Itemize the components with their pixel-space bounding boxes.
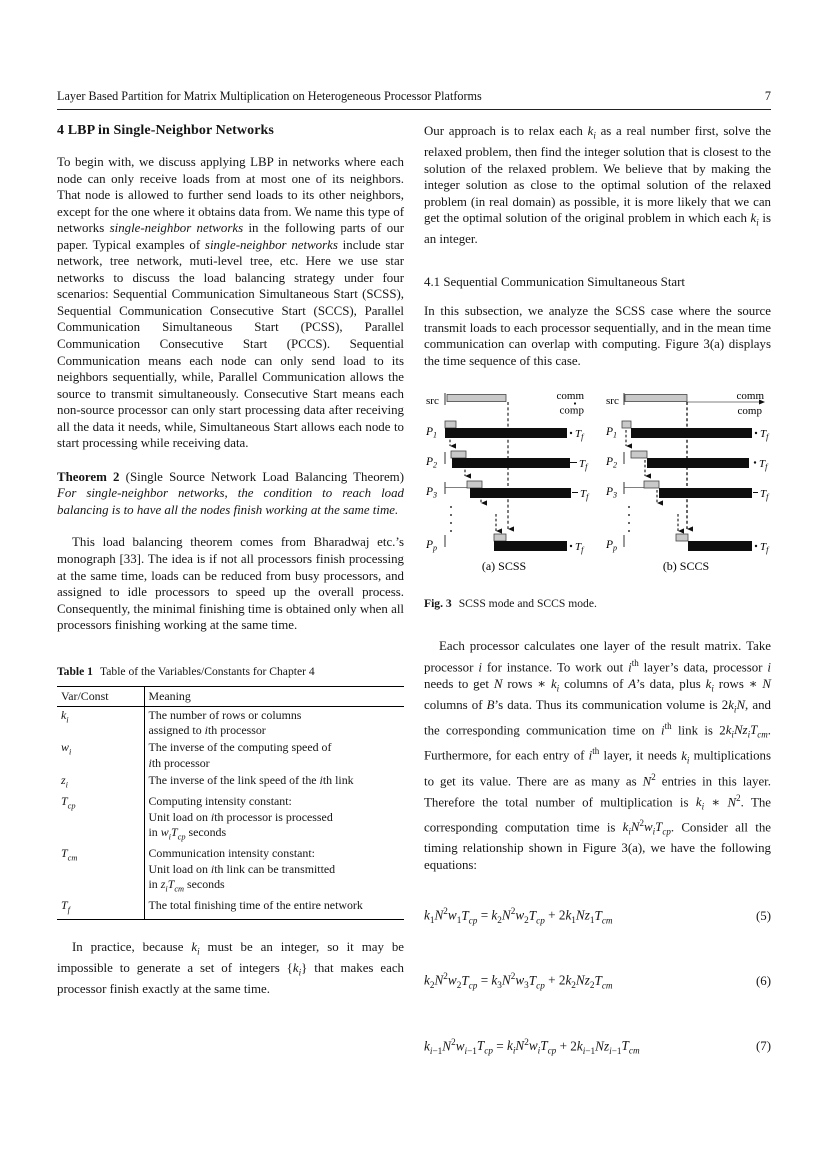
paragraph-in-practice: In practice, because $k_i$ must be an integer, so it may be impossible to generate a set of integers $\{k_i\}$ that makes each processor finish exactly at the same time. [57, 939, 404, 997]
table-row [57, 772, 404, 794]
tf-dot [755, 432, 757, 434]
processor-label-pp: $P_p$ [426, 539, 438, 553]
pp-comm-bar [676, 534, 688, 541]
p1-comp-bar [445, 428, 567, 438]
tf-label: $T_f$ [760, 488, 769, 502]
processor-label-p1: $P_1$ [426, 426, 438, 440]
processor-label-p2: $P_2$ [606, 456, 618, 470]
tf-label: $T_f$ [759, 458, 768, 472]
comp-label: comp [559, 404, 584, 417]
table-row [57, 706, 404, 739]
p2-comm-bar [451, 451, 466, 458]
processor-label-pp: $P_p$ [606, 539, 618, 553]
p1-comm-bar [622, 421, 631, 428]
p2-comm-bar [631, 451, 647, 458]
table-row [57, 845, 404, 897]
equation-7-number: (7) [755, 1038, 771, 1053]
var-cell: $T_{cm}$ [57, 845, 144, 897]
tf-label: $T_f$ [575, 541, 584, 555]
panel-b-caption: (b) SCCS [662, 559, 710, 574]
comm-label: comm [556, 390, 584, 403]
p3-comm-bar [467, 481, 482, 488]
src-label: src [606, 395, 619, 408]
processor-label-p3: $P_3$ [606, 486, 618, 500]
figure-3 [424, 388, 771, 610]
theorem-2: Theorem 2 (Single Source Network Load Balancing Theorem) For single-neighbor networks, the condition to reach load balancing is to have all the nodes finish working at the same time. [57, 469, 404, 517]
subsection-heading: 4.1 Sequential Communication Simultaneous Start [424, 274, 686, 289]
figure-3-diagram [424, 388, 794, 585]
col-header-var: Var/Const [57, 686, 144, 706]
var-cell: $T_{cp}$ [57, 793, 144, 845]
p2-comp-bar [452, 458, 570, 468]
figure-3-caption-text: SCSS mode and SCCS mode. [458, 597, 597, 611]
src-comm-bar [625, 395, 687, 402]
equation-6-number: (6) [755, 973, 771, 988]
src-label: src [426, 395, 439, 408]
panel-sccs [605, 390, 770, 573]
left-column [57, 121, 404, 998]
comm-label: comm [736, 390, 764, 403]
page-number: 7 [764, 89, 771, 103]
p2-comp-bar [647, 458, 749, 468]
equation-5 [424, 906, 771, 925]
meaning-cell: The inverse of the link speed of the ith link [148, 772, 354, 787]
table-1-caption-label: Table 1 [57, 664, 93, 678]
paragraph-layer-computation: Each processor calculates one layer of the result matrix. Take processor i for instance. To work out $i^{th}$ layer’s data, processor i needs to get N rows ∗ $k_i$ columns of A’s data, plus $k_i$ rows ∗ N columns of B’s data. Thus its communication volume is $2k_iN$, and the corresponding communication time on $i^{th}$ link is $2k_iNz_iT_{cm}$. Furthermore, for each entry of $i^{th}$ layer, it needs $k_i$ multiplications to get its value. There are as many as $N^2$ entries in this layer. Therefore the total number of multiplication is $k_i$ ∗ $N^2$. The corresponding computation time is $k_iN^2w_iT_{cp}$. Consider all the timing relationship shown in Figure 3(a), we have the following equations: [424, 639, 772, 872]
meaning-cell: The inverse of the computing speed of ith processor [148, 740, 332, 770]
pp-comp-bar [494, 541, 567, 551]
equation-7-body: $k_{i-1}N^2w_{i-1}T_{cp} = k_iN^2w_iT_{cp} + 2k_{i-1}Nz_{i-1}T_{cm}$ [424, 1036, 640, 1056]
tf-dot [754, 461, 756, 463]
right-column [424, 121, 771, 1056]
figure-3-caption-label: Fig. 3 [424, 597, 452, 611]
var-cell: $z_i$ [57, 772, 144, 794]
table-row [57, 897, 404, 919]
var-cell: $T_f$ [57, 897, 144, 919]
running-head-title: Layer Based Partition for Matrix Multiplication on Heterogeneous Processor Platforms [57, 89, 482, 103]
src-comm-bar [447, 395, 506, 402]
equation-6 [424, 971, 771, 990]
table-1-caption [57, 665, 404, 678]
running-head [57, 89, 771, 110]
p3-comm-bar [644, 481, 659, 488]
comp-label: comp [737, 405, 762, 418]
var-cell: $w_i$ [57, 739, 144, 771]
pp-comm-bar [494, 534, 506, 541]
p3-comp-bar [470, 488, 571, 498]
equation-6-body: $k_2N^2w_2T_{cp} = k_3N^2w_3T_{cp} + 2k_2Nz_2T_{cm}$ [424, 971, 613, 991]
tf-dot [755, 545, 757, 547]
tf-dot [570, 545, 572, 547]
processor-label-p3: $P_3$ [426, 486, 438, 500]
p3-comp-bar [659, 488, 752, 498]
col-header-meaning: Meaning [144, 686, 404, 706]
tf-label: $T_f$ [760, 541, 769, 555]
meaning-cell: The total finishing time of the entire network [148, 898, 363, 913]
table-header-row [57, 686, 404, 706]
table-row [57, 739, 404, 771]
pp-comp-bar [688, 541, 752, 551]
tf-dot [570, 432, 572, 434]
processor-label-p1: $P_1$ [606, 426, 618, 440]
tf-label: $T_f$ [579, 458, 588, 472]
ellipsis-dots [450, 506, 452, 532]
table-1 [57, 665, 404, 920]
panel-a-caption: (a) SCSS [481, 559, 527, 574]
variables-table [57, 686, 404, 920]
page-header [57, 89, 771, 110]
var-cell: $k_i$ [57, 706, 144, 739]
equation-5-body: $k_1N^2w_1T_{cp} = k_2N^2w_2T_{cp} + 2k_1Nz_1T_{cm}$ [424, 906, 613, 926]
meaning-cell: Computing intensity constant: Unit load on ith processor is processed in $w_iT_{cp}$ seconds [148, 794, 333, 842]
tf-label: $T_f$ [575, 428, 584, 442]
paragraph-approach: Our approach is to relax each $k_i$ as a real number first, solve the relaxed problem, then find the integer solution that is closest to the solution of the relaxed problem. We believe that by making the integer solution as close to the optimal solution of the relaxed problem (in real domain) as possible, it is more likely that we can get the optimal solution of the original problem in which each $k_i$ is an integer. [424, 124, 771, 247]
figure-3-caption [424, 597, 771, 610]
paragraph-load-balancing: This load balancing theorem comes from Bharadwaj etc.’s monograph [33]. The idea is if not all processors finish processing at the same time, loads can be reduced from busy processors, and assigned to idle processors to speed up the overall process. Consequently, the minimal finishing time is obtained only when all processors finishing working at the same time. [57, 535, 404, 633]
p1-comp-bar [631, 428, 752, 438]
panel-scss [425, 390, 590, 573]
p1-comm-bar [445, 421, 456, 428]
tf-label: $T_f$ [760, 428, 769, 442]
meaning-cell: Communication intensity constant: Unit load on ith link can be transmitted in $z_iT_{cm}$ seconds [148, 846, 336, 894]
paragraph-scss-intro: In this subsection, we analyze the SCSS case where the source transmit loads to each processor sequentially, and in the mean time communication can overlap with computing. Figure 3(a) displays the time sequence of this case. [424, 303, 771, 368]
equation-7 [424, 1037, 771, 1056]
section-heading: 4 LBP in Single-Neighbor Networks [57, 123, 274, 138]
paragraph-lbp-intro: To begin with, we discuss applying LBP in networks where each node can only receive loads from at most one of its neighbors. That node is allowed to further send loads to its other neighbors, except for the one where it obtains data from. We name this type of networks single-neighbor networks in the following parts of our paper. Typical examples of single-neighbor networks include star network, tree network, muti-level tree, etc. Here we use star networks to discuss the load balancing strategy under four scenarios: Sequential Communication Simultaneous Start (SCSS), Sequential Communication Consecutive Start (SCCS), Parallel Communication Simultaneous Start (PCSS), Parallel Communication Consecutive Start (PCCS). Sequential Communication means each node can only send load to its neighbors sequentially, while, Parallel Communication allows the source to transmit simultaneously. Consecutive Start means each non-source processor can only start processing data after receiving all the data it needs, while, Simultaneous Start allows each node to start processing while receiving data. [57, 155, 405, 451]
tf-label: $T_f$ [580, 488, 589, 502]
table-row [57, 793, 404, 845]
processor-label-p2: $P_2$ [426, 456, 438, 470]
ellipsis-dots [628, 506, 630, 532]
meaning-cell: The number of rows or columns assigned to ith processor [148, 707, 302, 738]
table-1-caption-text: Table of the Variables/Constants for Chapter 4 [99, 664, 315, 678]
equation-5-number: (5) [755, 908, 771, 923]
